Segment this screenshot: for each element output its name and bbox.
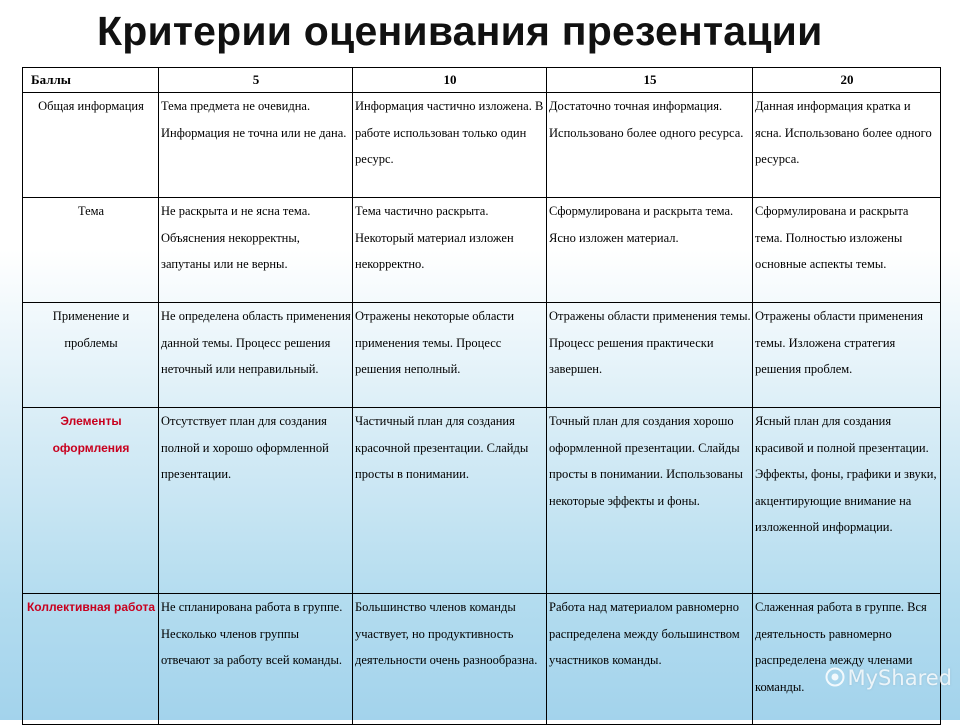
myshared-logo-icon xyxy=(825,667,845,687)
criterion-cell: Применение и проблемы xyxy=(23,303,159,408)
table-cell: Отражены области применения темы. Процесс решения практически завершен. xyxy=(547,303,753,408)
header-score-20: 20 xyxy=(753,68,941,93)
table-cell: Не спланирована работа в группе. Несколько членов группы отвечают за работу всей команды. xyxy=(159,594,353,725)
table-cell: Ясный план для создания красивой и полной презентации. Эффекты, фоны, графики и звуки, акцентирующие внимание на изложенной информации. xyxy=(753,408,941,594)
table-cell: Отражены некоторые области применения темы. Процесс решения неполный. xyxy=(353,303,547,408)
table-cell: Сформулирована и раскрыта тема. Полностью изложены основные аспекты темы. xyxy=(753,198,941,303)
table-row xyxy=(23,198,941,303)
criterion-cell: Коллективная работа xyxy=(23,594,159,725)
header-score-5: 5 xyxy=(159,68,353,93)
watermark xyxy=(825,666,952,690)
header-row xyxy=(23,68,941,93)
table-cell: Отражены области применения темы. Изложена стратегия решения проблем. xyxy=(753,303,941,408)
table-cell: Достаточно точная информация. Использовано более одного ресурса. xyxy=(547,93,753,198)
table-row xyxy=(23,303,941,408)
table-cell: Не раскрыта и не ясна тема. Объяснения некорректны, запутаны или не верны. xyxy=(159,198,353,303)
table-cell: Слаженная работа в группе. Вся деятельность равномерно распределена между членами команды. xyxy=(753,594,941,725)
header-points: Баллы xyxy=(23,68,159,93)
table-row xyxy=(23,408,941,594)
table-row xyxy=(23,594,941,725)
header-score-10: 10 xyxy=(353,68,547,93)
table-cell: Частичный план для создания красочной презентации. Слайды просты в понимании. xyxy=(353,408,547,594)
table-cell: Тема предмета не очевидна. Информация не точна или не дана. xyxy=(159,93,353,198)
table-cell: Информация частично изложена. В работе использован только один ресурс. xyxy=(353,93,547,198)
page-title: Критерии оценивания презентации xyxy=(97,8,823,54)
criteria-table xyxy=(22,67,941,725)
table-cell: Не определена область применения данной темы. Процесс решения неточный или неправильный. xyxy=(159,303,353,408)
criterion-cell: Элементы оформления xyxy=(23,408,159,594)
watermark-text: MyShared xyxy=(847,666,952,690)
table-cell: Сформулирована и раскрыта тема. Ясно изложен материал. xyxy=(547,198,753,303)
header-score-15: 15 xyxy=(547,68,753,93)
table-cell: Данная информация кратка и ясна. Использовано более одного ресурса. xyxy=(753,93,941,198)
criterion-cell: Тема xyxy=(23,198,159,303)
table-cell: Точный план для создания хорошо оформленной презентации. Слайды просты в понимании. Использованы некоторые эффекты и фоны. xyxy=(547,408,753,594)
table-cell: Большинство членов команды участвует, но продуктивность деятельности очень разнообразна. xyxy=(353,594,547,725)
table-cell: Тема частично раскрыта. Некоторый материал изложен некорректно. xyxy=(353,198,547,303)
table-cell: Отсутствует план для создания полной и хорошо оформленной презентации. xyxy=(159,408,353,594)
criterion-cell: Общая информация xyxy=(23,93,159,198)
table-row xyxy=(23,93,941,198)
table-cell: Работа над материалом равномерно распределена между большинством участников команды. xyxy=(547,594,753,725)
